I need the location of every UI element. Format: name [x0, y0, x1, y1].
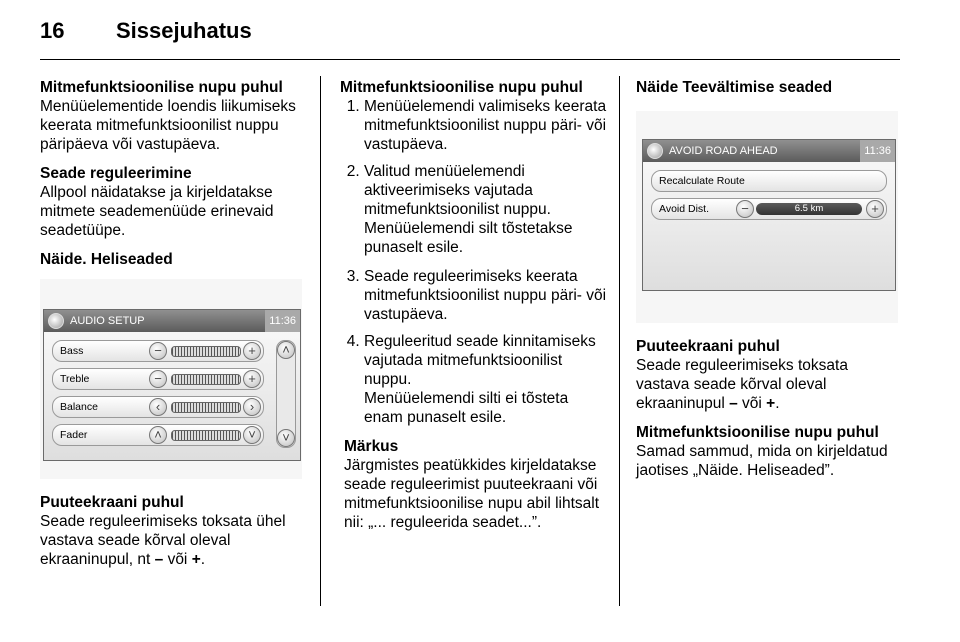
- col1-block-2: [40, 164, 306, 240]
- audio-screen-title: AUDIO SETUP: [70, 315, 145, 327]
- row-label: Balance: [60, 401, 98, 413]
- col3-text-2: Samad sammud, mida on kirjeldatud jaotises „Näide. Heliseaded”.: [636, 443, 888, 479]
- column-divider-2: [619, 76, 620, 606]
- or-word: või: [742, 395, 762, 412]
- minus-symbol: –: [729, 395, 738, 412]
- avoid-titlebar: [643, 140, 895, 162]
- level-bar: [171, 430, 241, 441]
- col3-block-3: [636, 423, 902, 480]
- col1-heading-4: Puuteekraani puhul: [40, 494, 184, 511]
- plus-icon[interactable]: +: [243, 342, 261, 360]
- step-text: Seade reguleerimiseks keerata mitmefunktsioonilist nuppu päri- või vastupäeva.: [364, 268, 607, 323]
- scrollbar[interactable]: [276, 340, 296, 448]
- or-word: või: [167, 551, 188, 568]
- step-1: [364, 97, 608, 154]
- remark-text: Järgmistes peatükkides kirjeldatakse seade reguleerimist puuteekraani või mitmefunktsioonilise nupu abil lihtsalt nii: „... reguleerida seadet...”.: [344, 457, 600, 531]
- minus-icon[interactable]: −: [149, 342, 167, 360]
- chevron-left-icon[interactable]: ‹: [149, 398, 167, 416]
- col1-block-1: [40, 78, 306, 154]
- audio-row-treble[interactable]: [52, 368, 264, 390]
- col1-block-4: [40, 493, 306, 569]
- col1-text-2: Allpool näidatakse ja kirjeldatakse mitmete seademenüüde erinevaid seadetüüpe.: [40, 184, 274, 239]
- avoid-distance-value: 6.5 km: [756, 203, 862, 215]
- col1-heading-3: Näide. Heliseaded: [40, 251, 173, 268]
- plus-icon[interactable]: +: [243, 370, 261, 388]
- row-label: Avoid Dist.: [659, 203, 709, 215]
- column-3: [636, 78, 902, 490]
- plus-symbol: +: [191, 551, 201, 568]
- disc-icon: [647, 143, 663, 159]
- step-2: [364, 162, 608, 257]
- chevron-down-icon[interactable]: ˅: [243, 426, 261, 444]
- page-title: Sissejuhatus: [116, 18, 252, 43]
- period: .: [775, 395, 780, 412]
- step-4: [364, 332, 608, 427]
- audio-titlebar: [44, 310, 300, 332]
- col1-heading-1: Mitmefunktsioonilise nupu puhul: [40, 79, 283, 96]
- col3-text-1: Seade reguleerimiseks toksata vastava seade kõrval oleval ekraaninupul: [636, 357, 848, 412]
- audio-row-fader[interactable]: [52, 424, 264, 446]
- col3-heading-3: Mitmefunktsioonilise nupu puhul: [636, 424, 879, 441]
- step-note: Menüüelemendi silti ei tõsteta enam punaselt esile.: [364, 390, 569, 426]
- avoid-screen-title: AVOID ROAD AHEAD: [669, 145, 778, 157]
- col1-text-3: Seade reguleerimiseks toksata ühel vastava seade kõrval oleval ekraaninupul, nt: [40, 513, 286, 568]
- remark-block: [344, 437, 608, 532]
- col1-heading-2: Seade reguleerimine: [40, 165, 192, 182]
- col1-text-1: Menüüelementide loendis liikumiseks keerata mitmefunktsioonilist nuppu päripäeva või vastupäeva.: [40, 98, 296, 153]
- row-label: Treble: [60, 373, 90, 385]
- page-number: 16: [40, 18, 65, 43]
- minus-icon[interactable]: −: [736, 200, 754, 218]
- recalculate-route-button[interactable]: [651, 170, 887, 192]
- avoid-distance-row[interactable]: [651, 198, 887, 220]
- level-bar: [171, 374, 241, 385]
- chevron-right-icon[interactable]: ›: [243, 398, 261, 416]
- avoid-road-screen: [642, 139, 896, 291]
- step-note: Menüüelemendi silt tõstetakse punaselt esile.: [364, 220, 573, 256]
- row-label: Recalculate Route: [659, 175, 745, 187]
- col3-block-2: [636, 337, 902, 413]
- row-label: Fader: [60, 429, 88, 441]
- column-divider-1: [320, 76, 321, 606]
- column-2: [340, 78, 608, 542]
- col3-heading-2: Puuteekraani puhul: [636, 338, 780, 355]
- avoid-road-figure: [636, 111, 898, 323]
- avoid-clock: 11:36: [860, 140, 895, 162]
- col3-heading-1: Näide Teevältimise seaded: [636, 79, 833, 96]
- plus-symbol: +: [766, 395, 776, 412]
- audio-setup-screen: [43, 309, 301, 461]
- audio-clock: 11:36: [265, 310, 300, 332]
- remark-title: Märkus: [344, 438, 399, 455]
- minus-symbol: –: [154, 551, 164, 568]
- audio-row-bass[interactable]: [52, 340, 264, 362]
- page-header: [40, 18, 252, 44]
- steps-list: [340, 97, 608, 427]
- step-text: Menüüelemendi valimiseks keerata mitmefunktsioonilist nuppu päri- või vastupäeva.: [364, 98, 607, 153]
- scroll-down-icon[interactable]: ˅: [277, 429, 295, 447]
- step-text: Valitud menüüelemendi aktiveerimiseks vajutada mitmefunktsioonilist nuppu.: [364, 163, 551, 218]
- audio-row-balance[interactable]: [52, 396, 264, 418]
- column-1: [40, 78, 306, 579]
- scroll-up-icon[interactable]: ˄: [277, 341, 295, 359]
- audio-setup-figure: [40, 279, 302, 479]
- level-bar: [171, 346, 241, 357]
- disc-icon: [48, 313, 64, 329]
- minus-icon[interactable]: −: [149, 370, 167, 388]
- level-bar: [171, 402, 241, 413]
- step-text: Reguleeritud seade kinnitamiseks vajutada mitmefunktsioonilist nuppu.: [364, 333, 596, 388]
- plus-icon[interactable]: +: [866, 200, 884, 218]
- step-3: [364, 267, 608, 324]
- period: .: [200, 551, 206, 568]
- row-label: Bass: [60, 345, 84, 357]
- header-rule: [40, 59, 900, 60]
- col2-heading-1: Mitmefunktsioonilise nupu puhul: [340, 79, 583, 96]
- chevron-up-icon[interactable]: ˄: [149, 426, 167, 444]
